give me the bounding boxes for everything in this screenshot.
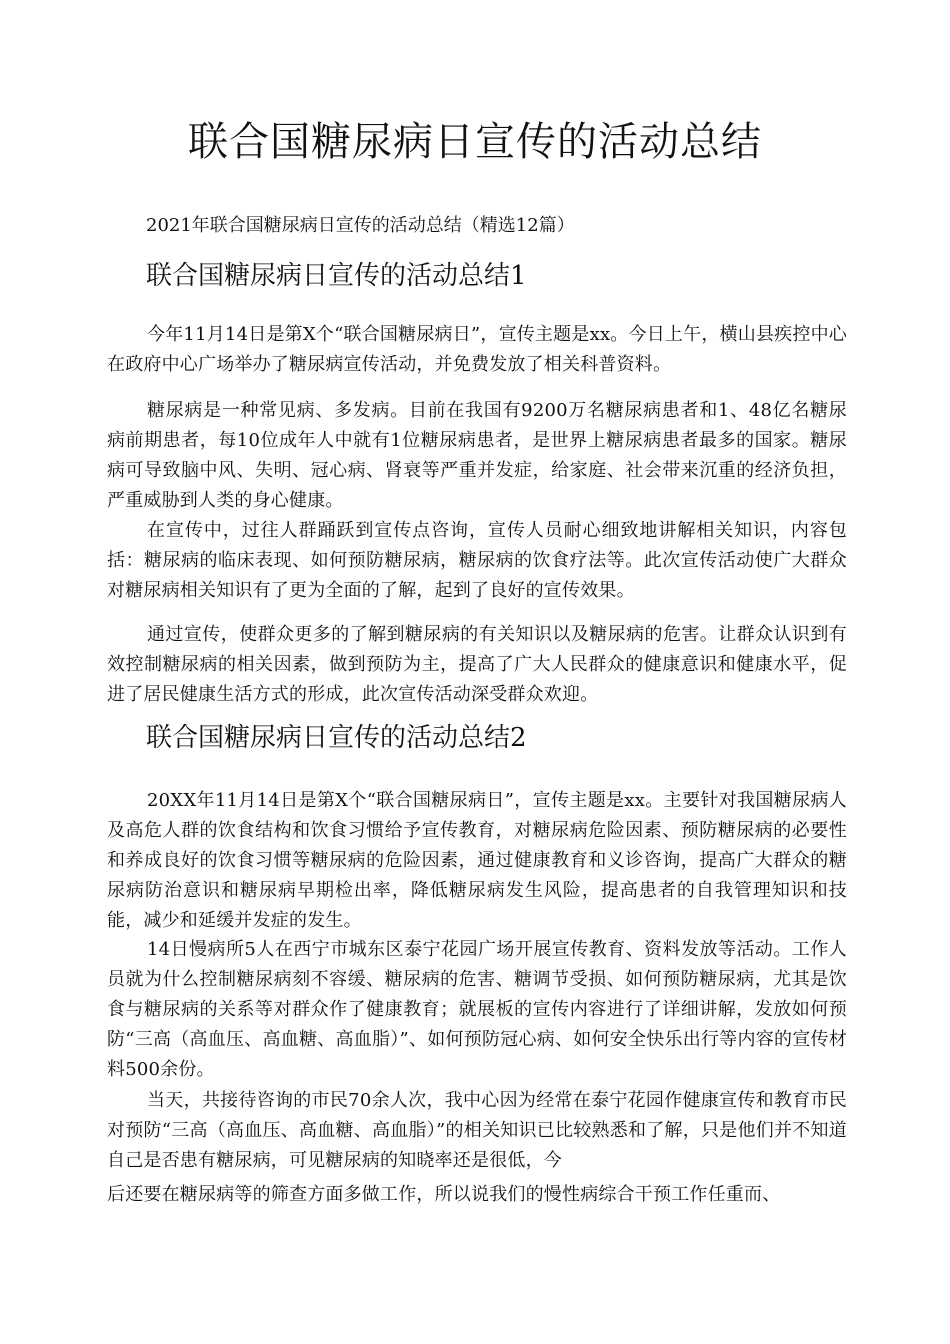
paragraph: 在宣传中，过往人群踊跃到宣传点咨询，宣传人员耐心细致地讲解相关知识，内容包括：糖尿病的临床表现、如何预防糖尿病，糖尿病的饮食疗法等。此次宣传活动使广大群众对糖尿病相关知识有了更为全面的了解，起到了良好的宣传效果。: [107, 520, 847, 601]
document-subtitle: 2021年联合国糖尿病日宣传的活动总结（精选12篇）: [146, 215, 575, 236]
paragraph: 今年11月14日是第X个“联合国糖尿病日”，宣传主题是xx。今日上午，横山县疾控中心在政府中心广场举办了糖尿病宣传活动，并免费发放了相关科普资料。: [107, 324, 847, 375]
paragraph-continuation: 后还要在糖尿病等的筛查方面多做工作，所以说我们的慢性病综合干预工作任重而、: [107, 1184, 781, 1205]
section-heading-1: 联合国糖尿病日宣传的活动总结1: [146, 261, 527, 291]
paragraph: 糖尿病是一种常见病、多发病。目前在我国有9200万名糖尿病患者和1、48亿名糖尿病前期患者，每10位成年人中就有1位糖尿病患者，是世界上糖尿病患者最多的国家。糖尿病可导致脑中风、失明、冠心病、肾衰等严重并发症，给家庭、社会带来沉重的经济负担，严重威胁到人类的身心健康。: [107, 400, 847, 511]
paragraph: 14日慢病所5人在西宁市城东区泰宁花园广场开展宣传教育、资料发放等活动。工作人员就为什么控制糖尿病刻不容缓、糖尿病的危害、糖调节受损、如何预防糖尿病，尤其是饮食与糖尿病的关系等对群众作了健康教育；就展板的宣传内容进行了详细讲解，发放如何预防“三高（高血压、高血糖、高血脂）”、如何预防冠心病、如何安全快乐出行等内容的宣传材料500余份。: [107, 939, 847, 1080]
section-heading-2: 联合国糖尿病日宣传的活动总结2: [146, 723, 527, 753]
paragraph: 通过宣传，使群众更多的了解到糖尿病的有关知识以及糖尿病的危害。让群众认识到有效控制糖尿病的相关因素，做到预防为主，提高了广大人民群众的健康意识和健康水平，促进了居民健康生活方式的形成，此次宣传活动深受群众欢迎。: [107, 624, 847, 705]
paragraph: 20XX年11月14日是第X个“联合国糖尿病日”，宣传主题是xx。主要针对我国糖尿病人及高危人群的饮食结构和饮食习惯给予宣传教育，对糖尿病危险因素、预防糖尿病的必要性和养成良好的饮食习惯等糖尿病的危险因素，通过健康教育和义诊咨询，提高广大群众的糖尿病防治意识和糖尿病早期检出率，降低糖尿病发生风险，提高患者的自我管理知识和技能，减少和延缓并发症的发生。: [107, 790, 847, 931]
document-title: 联合国糖尿病日宣传的活动总结: [188, 119, 762, 165]
paragraph: 当天，共接待咨询的市民70余人次，我中心因为经常在泰宁花园作健康宣传和教育市民对预防“三高（高血压、高血糖、高血脂）”的相关知识已比较熟悉和了解，只是他们并不知道自己是否患有糖尿病，可见糖尿病的知晓率还是很低，今: [107, 1090, 847, 1171]
